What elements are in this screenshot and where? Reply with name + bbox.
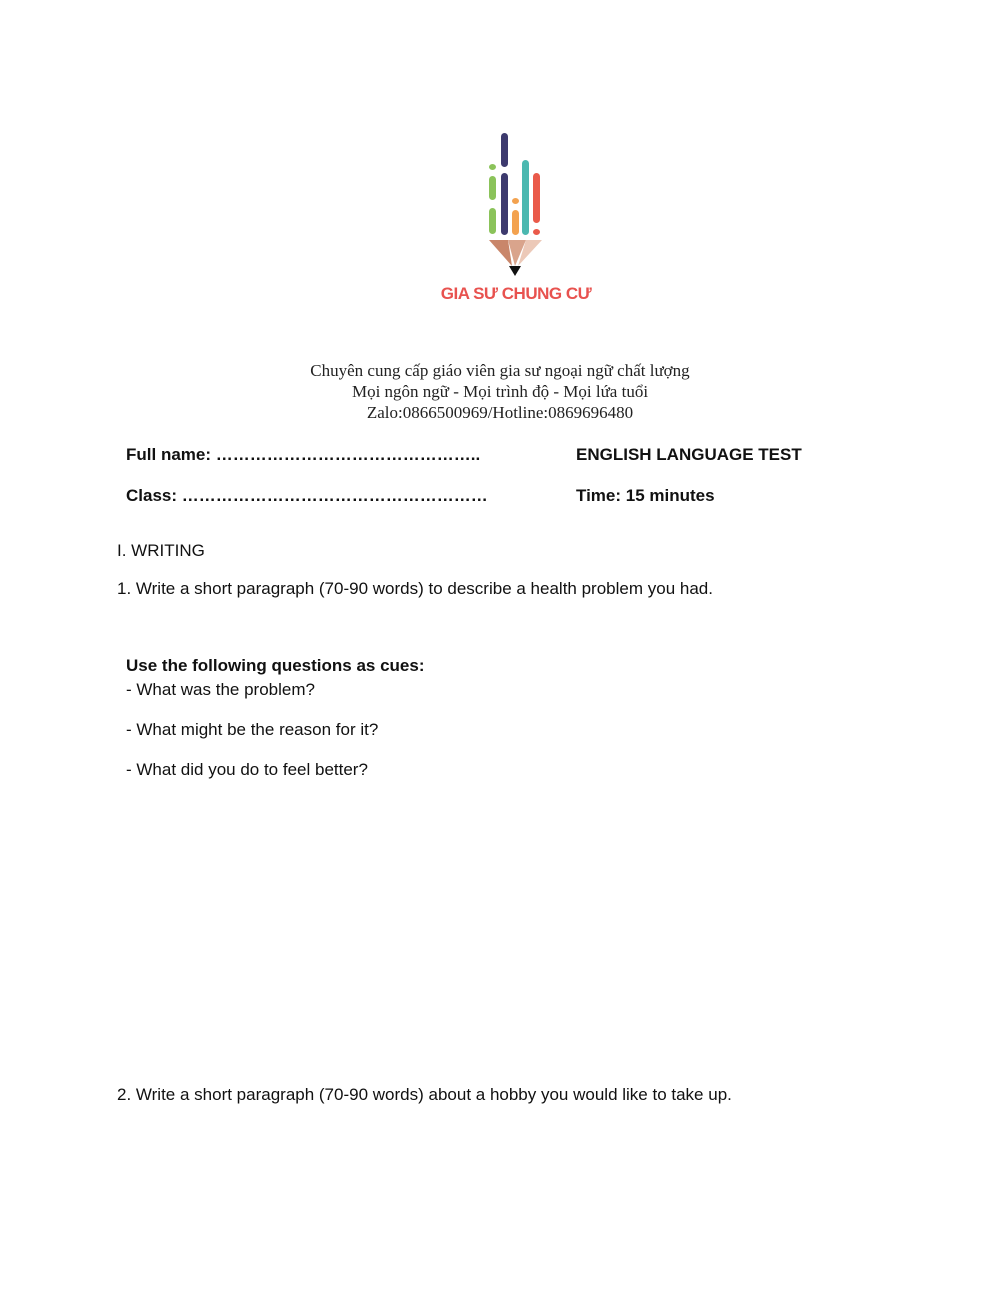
full-name-field: Full name: ……………………………………….. [126, 445, 481, 464]
section-title: I. WRITING [117, 541, 205, 560]
question-1: 1. Write a short paragraph (70-90 words) to describe a health problem you had. [117, 579, 713, 598]
logo-bar-green [489, 208, 496, 234]
logo-bar-green [489, 164, 496, 170]
logo-bar-orange [512, 210, 519, 235]
logo-bar-navy [501, 133, 508, 167]
logo [470, 128, 570, 283]
cue-item: - What did you do to feel better? [126, 760, 368, 779]
tagline-contact: Zalo:0866500969/Hotline:0869696480 [366, 403, 634, 422]
logo-tip-left [489, 240, 512, 266]
tagline-services: Chuyên cung cấp giáo viên gia sư ngoại ngữ chất lượng [310, 361, 690, 380]
logo-bar-red [533, 229, 540, 235]
cue-item: - What was the problem? [126, 680, 315, 699]
pencil-logo-icon [470, 128, 570, 283]
tagline-levels: Mọi ngôn ngữ - Mọi trình độ - Mọi lứa tuổi [351, 382, 649, 401]
logo-bar-green [489, 176, 496, 200]
cue-item: - What might be the reason for it? [126, 720, 379, 739]
logo-bar-orange [512, 198, 519, 204]
question-2: 2. Write a short paragraph (70-90 words) about a hobby you would like to take up. [117, 1085, 732, 1104]
brand-name: GIA SƯ CHUNG CƯ [440, 284, 592, 303]
logo-bar-teal [522, 160, 529, 235]
cues-heading: Use the following questions as cues: [126, 656, 425, 675]
logo-bar-navy [501, 173, 508, 235]
time-limit: Time: 15 minutes [576, 486, 715, 505]
logo-bar-red [533, 173, 540, 223]
test-title: ENGLISH LANGUAGE TEST [576, 445, 802, 464]
class-field: Class: ……………………………………………… [126, 486, 488, 505]
logo-lead [509, 266, 521, 276]
